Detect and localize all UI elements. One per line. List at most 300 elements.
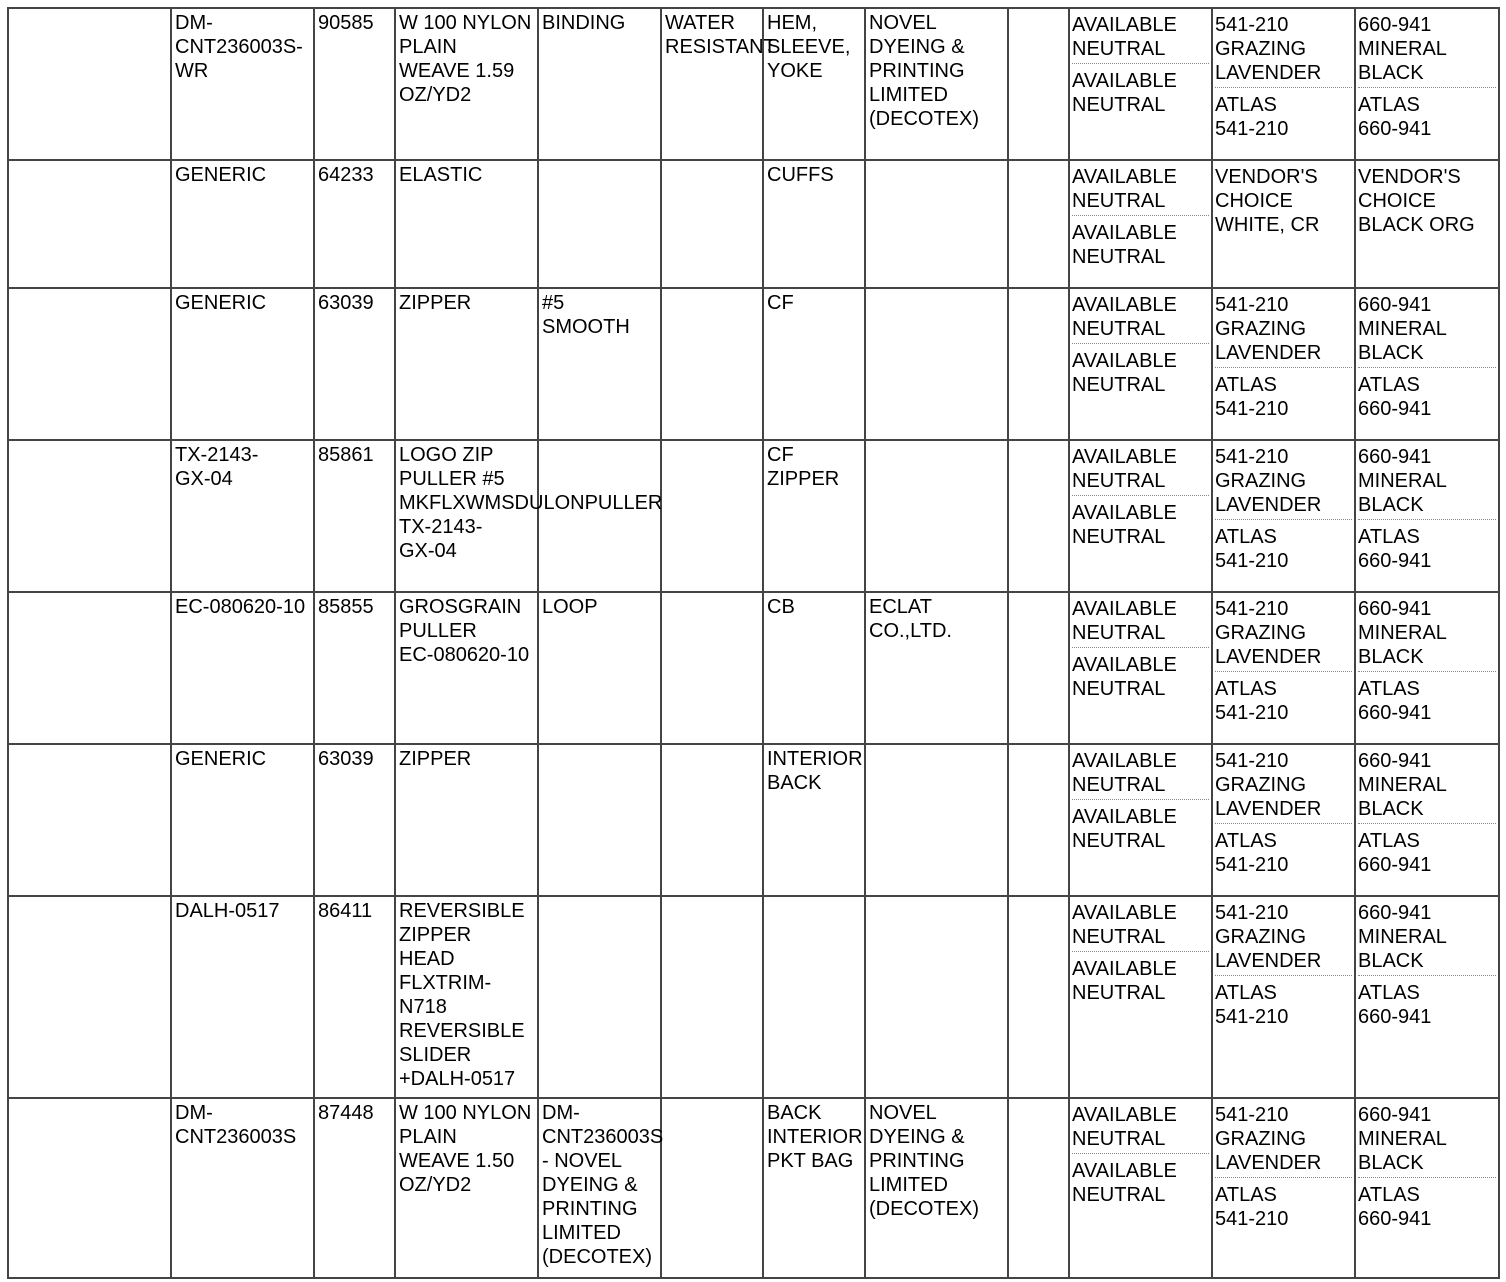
cell-text-line: 660-941 — [1358, 398, 1432, 420]
cell-text-line: GX-04 — [399, 540, 457, 562]
color-b-cell — [1355, 896, 1499, 1098]
code-cell — [314, 592, 395, 744]
cell-text-line: OZ/YD2 — [399, 1174, 472, 1196]
cell-text-line: GRAZING — [1215, 622, 1307, 644]
cell-text-line: AVAILABLE — [1072, 294, 1177, 316]
sub-entry — [1358, 519, 1496, 573]
cell-text-line: 541-210 — [1215, 750, 1289, 772]
cell-text-line: LAVENDER — [1215, 342, 1322, 364]
cell-text-line: NEUTRAL — [1072, 622, 1166, 644]
sub-entry — [1072, 747, 1209, 797]
cell-text-line: 660-941 — [1358, 1104, 1432, 1126]
cell-text-line: NEUTRAL — [1072, 94, 1166, 116]
cell-text-line: ATLAS — [1215, 1184, 1277, 1206]
empty-cell — [1008, 160, 1069, 288]
cell-text-line: FLXTRIM- — [399, 972, 492, 994]
cell-text-line: AVAILABLE — [1072, 446, 1177, 468]
table-row — [8, 160, 1499, 288]
cell-text-line: LAVENDER — [1215, 1152, 1322, 1174]
cell-text-line: 541-210 — [1215, 598, 1289, 620]
placement-cell — [763, 1098, 865, 1278]
cell-text-line: 660-941 — [1358, 446, 1432, 468]
placement-cell — [763, 8, 865, 160]
color-b-cell — [1355, 288, 1499, 440]
cell-text-line: ATLAS — [1215, 526, 1277, 548]
cell-text-line: 541-210 — [1215, 294, 1289, 316]
finish-cell — [661, 8, 776, 160]
sub-entry — [1215, 671, 1352, 725]
cell-text-line: INTERIOR — [767, 1126, 863, 1148]
cell-text-line: GRAZING — [1215, 1128, 1307, 1150]
type-cell — [538, 288, 661, 440]
empty-cell — [1008, 288, 1069, 440]
cell-text-line: LAVENDER — [1215, 798, 1322, 820]
sub-entry — [1215, 823, 1352, 877]
cell-text-line: CUFFS — [767, 164, 834, 186]
sub-entry — [1072, 595, 1209, 645]
cell-text-line: GENERIC — [175, 292, 267, 314]
cell-text-line: NEUTRAL — [1072, 1184, 1166, 1206]
cell-text-line: CNT236003S — [542, 1126, 664, 1148]
sub-entry — [1215, 163, 1352, 237]
cell-text-line: NEUTRAL — [1072, 830, 1166, 852]
cell-text-line: 660-941 — [1358, 750, 1432, 772]
sub-entry — [1072, 215, 1209, 269]
cell-text-line: ATLAS — [1215, 982, 1277, 1004]
finish-cell — [661, 440, 763, 592]
sub-entry — [1215, 1177, 1352, 1231]
cell-text-line: 660-941 — [1358, 1208, 1432, 1230]
empty-cell — [1008, 896, 1069, 1098]
cell-text-line: NOVEL — [869, 12, 937, 34]
color-a-cell — [1212, 160, 1355, 288]
color-b-cell — [1355, 1098, 1499, 1278]
availability-cell — [1069, 592, 1212, 744]
sub-entry — [1358, 367, 1496, 421]
cell-text-line: TX-2143- — [175, 444, 259, 466]
cell-text-line: 660-941 — [1358, 854, 1432, 876]
vendor-ref-cell — [171, 744, 314, 896]
cell-text-line: ZIPPER — [399, 748, 472, 770]
cell-text-line: NEUTRAL — [1072, 470, 1166, 492]
table-row — [8, 592, 1499, 744]
cell-text-line: 541-210 — [1215, 1104, 1289, 1126]
cell-text-line: PRINTING — [869, 60, 965, 82]
cell-text-line: DM- — [175, 1102, 213, 1124]
cell-text-line: NEUTRAL — [1072, 374, 1166, 396]
cell-text-line: NEUTRAL — [1072, 926, 1166, 948]
description-cell — [395, 160, 538, 288]
sub-entry — [1072, 495, 1209, 549]
cell-text-line: ZIPPER — [399, 924, 472, 946]
color-b-cell — [1355, 744, 1499, 896]
cell-text-line: MINERAL — [1358, 774, 1447, 796]
cell-text-line: GRAZING — [1215, 318, 1307, 340]
cell-text-line: ATLAS — [1358, 982, 1420, 1004]
cell-text-line: DM- — [542, 1102, 580, 1124]
cell-text-line: BLACK — [1358, 646, 1424, 668]
empty-cell — [1008, 744, 1069, 896]
empty-cell — [1008, 440, 1069, 592]
sub-entry — [1072, 1101, 1209, 1151]
cell-text-line: SMOOTH — [542, 316, 630, 338]
supplier-cell — [865, 592, 1008, 744]
cell-text-line: CHOICE — [1215, 190, 1293, 212]
cell-text-line: CHOICE — [1358, 190, 1436, 212]
blank-cell — [8, 1098, 171, 1278]
supplier-cell — [865, 896, 1008, 1098]
color-a-cell — [1212, 8, 1355, 160]
supplier-cell — [865, 1098, 1008, 1278]
table-row — [8, 440, 1499, 592]
sub-entry — [1072, 647, 1209, 701]
cell-text-line: 63039 — [318, 292, 374, 314]
cell-text-line: AVAILABLE — [1072, 958, 1177, 980]
cell-text-line: AVAILABLE — [1072, 1160, 1177, 1182]
sub-entry — [1358, 1177, 1496, 1231]
cell-text-line: W 100 NYLON — [399, 1102, 532, 1124]
cell-text-line: LOGO ZIP — [399, 444, 494, 466]
finish-cell — [661, 744, 763, 896]
cell-text-line: GRAZING — [1215, 38, 1307, 60]
color-a-cell — [1212, 1098, 1355, 1278]
cell-text-line: BLACK — [1358, 494, 1424, 516]
availability-cell — [1069, 896, 1212, 1098]
sub-entry — [1215, 595, 1352, 669]
cell-text-line: WEAVE 1.50 — [399, 1150, 515, 1172]
cell-text-line: 660-941 — [1358, 902, 1432, 924]
code-cell — [314, 440, 395, 592]
cell-text-line: LIMITED — [869, 84, 948, 106]
blank-cell — [8, 896, 171, 1098]
cell-text-line: MINERAL — [1358, 470, 1447, 492]
table-row — [8, 288, 1499, 440]
supplier-cell — [865, 440, 1008, 592]
cell-text-line: N718 — [399, 996, 447, 1018]
vendor-ref-cell — [171, 440, 314, 592]
sub-entry — [1072, 63, 1209, 117]
supplier-cell — [865, 288, 1008, 440]
cell-text-line: ATLAS — [1358, 94, 1420, 116]
cell-text-line: 660-941 — [1358, 118, 1432, 140]
cell-text-line: 85855 — [318, 596, 374, 618]
cell-text-line: AVAILABLE — [1072, 750, 1177, 772]
sub-entry — [1072, 443, 1209, 493]
vendor-ref-cell — [171, 160, 314, 288]
cell-text-line: GX-04 — [175, 468, 233, 490]
cell-text-line: AVAILABLE — [1072, 70, 1177, 92]
cell-text-line: BLACK — [1358, 342, 1424, 364]
cell-text-line: AVAILABLE — [1072, 902, 1177, 924]
cell-text-line: CF — [767, 292, 794, 314]
availability-cell — [1069, 744, 1212, 896]
cell-text-line: GRAZING — [1215, 774, 1307, 796]
sub-entry — [1215, 11, 1352, 85]
cell-text-line: WR — [175, 60, 209, 82]
cell-text-line: #5 — [542, 292, 565, 314]
trims-table — [7, 7, 1500, 1279]
color-b-cell — [1355, 8, 1499, 160]
cell-text-line: ATLAS — [1358, 1184, 1420, 1206]
supplier-cell — [865, 8, 1008, 160]
code-cell — [314, 896, 395, 1098]
cell-text-line: NEUTRAL — [1072, 526, 1166, 548]
cell-text-line: 660-941 — [1358, 598, 1432, 620]
cell-text-line: ATLAS — [1358, 678, 1420, 700]
cell-text-line: BLACK — [1358, 950, 1424, 972]
cell-text-line: 660-941 — [1358, 702, 1432, 724]
blank-cell — [8, 288, 171, 440]
availability-cell — [1069, 1098, 1212, 1278]
sub-entry — [1358, 595, 1496, 669]
sub-entry — [1215, 747, 1352, 821]
sub-entry — [1358, 899, 1496, 973]
finish-cell — [661, 592, 763, 744]
cell-text-line: ATLAS — [1215, 374, 1277, 396]
cell-text-line: 541-210 — [1215, 854, 1289, 876]
cell-text-line: 541-210 — [1215, 118, 1289, 140]
vendor-ref-cell — [171, 8, 314, 160]
cell-text-line: +DALH-0517 — [399, 1068, 516, 1090]
color-a-cell — [1212, 744, 1355, 896]
supplier-cell — [865, 160, 1008, 288]
cell-text-line: LAVENDER — [1215, 494, 1322, 516]
code-cell — [314, 160, 395, 288]
cell-text-line: LAVENDER — [1215, 62, 1322, 84]
cell-text-line: INTERIOR — [767, 748, 863, 770]
empty-cell — [1008, 592, 1069, 744]
cell-text-line: CB — [767, 596, 795, 618]
code-cell — [314, 8, 395, 160]
cell-text-line: BLACK — [1358, 62, 1424, 84]
cell-text-line: ATLAS — [1358, 830, 1420, 852]
availability-cell — [1069, 440, 1212, 592]
cell-text-line: DYEING & — [869, 36, 965, 58]
cell-text-line: REVERSIBLE — [399, 900, 525, 922]
cell-text-line: CNT236003S- — [175, 36, 303, 58]
cell-text-line: BACK — [767, 772, 822, 794]
cell-text-line: 87448 — [318, 1102, 374, 1124]
cell-text-line: WEAVE 1.59 — [399, 60, 515, 82]
cell-text-line: 541-210 — [1215, 550, 1289, 572]
type-cell — [538, 896, 661, 1098]
cell-text-line: 63039 — [318, 748, 374, 770]
cell-text-line: EC-080620-10 — [399, 644, 530, 666]
cell-text-line: AVAILABLE — [1072, 654, 1177, 676]
description-cell — [395, 592, 538, 744]
cell-text-line: MINERAL — [1358, 38, 1447, 60]
sub-entry — [1072, 951, 1209, 1005]
placement-cell — [763, 160, 865, 288]
cell-text-line: BLACK ORG — [1358, 214, 1475, 236]
blank-cell — [8, 8, 171, 160]
cell-text-line: NEUTRAL — [1072, 1128, 1166, 1150]
cell-text-line: W 100 NYLON — [399, 12, 532, 34]
sub-entry — [1215, 1101, 1352, 1175]
cell-text-line: NEUTRAL — [1072, 246, 1166, 268]
cell-text-line: ZIPPER — [399, 292, 472, 314]
color-b-cell — [1355, 592, 1499, 744]
finish-cell — [661, 160, 763, 288]
cell-text-line: ATLAS — [1358, 374, 1420, 396]
vendor-ref-cell — [171, 896, 314, 1098]
cell-text-line: REVERSIBLE — [399, 1020, 525, 1042]
cell-text-line: TX-2143- — [399, 516, 483, 538]
sub-entry — [1358, 975, 1496, 1029]
sub-entry — [1358, 671, 1496, 725]
sub-entry — [1215, 443, 1352, 517]
sub-entry — [1215, 519, 1352, 573]
cell-text-line: RESISTANT — [665, 36, 776, 58]
sub-entry — [1358, 1101, 1496, 1175]
sub-entry — [1072, 343, 1209, 397]
cell-text-line: BINDING — [542, 12, 626, 34]
sub-entry — [1072, 291, 1209, 341]
cell-text-line: ATLAS — [1358, 526, 1420, 548]
cell-text-line: AVAILABLE — [1072, 502, 1177, 524]
cell-text-line: VENDOR'S — [1358, 166, 1461, 188]
availability-cell — [1069, 288, 1212, 440]
cell-text-line: WHITE, CR — [1215, 214, 1320, 236]
type-cell — [538, 8, 661, 160]
cell-text-line: BLACK — [1358, 798, 1424, 820]
cell-text-line: AVAILABLE — [1072, 598, 1177, 620]
cell-text-line: ATLAS — [1215, 94, 1277, 116]
cell-text-line: NEUTRAL — [1072, 678, 1166, 700]
cell-text-line: NEUTRAL — [1072, 190, 1166, 212]
sub-entry — [1358, 163, 1496, 237]
cell-text-line: MINERAL — [1358, 318, 1447, 340]
type-cell — [538, 160, 661, 288]
vendor-ref-cell — [171, 1098, 314, 1278]
cell-text-line: DALH-0517 — [175, 900, 280, 922]
table-row — [8, 896, 1499, 1098]
cell-text-line: PLAIN — [399, 36, 457, 58]
availability-cell — [1069, 8, 1212, 160]
description-cell — [395, 8, 538, 160]
cell-text-line: MINERAL — [1358, 926, 1447, 948]
finish-cell — [661, 288, 763, 440]
table-body — [8, 8, 1499, 1278]
cell-text-line: DM- — [175, 12, 213, 34]
cell-text-line: ATLAS — [1215, 830, 1277, 852]
cell-text-line: MINERAL — [1358, 1128, 1447, 1150]
placement-cell — [763, 440, 865, 592]
availability-cell — [1069, 160, 1212, 288]
cell-text-line: 90585 — [318, 12, 374, 34]
color-a-cell — [1212, 288, 1355, 440]
cell-text-line: 541-210 — [1215, 14, 1289, 36]
vendor-ref-cell — [171, 592, 314, 744]
blank-cell — [8, 160, 171, 288]
blank-cell — [8, 592, 171, 744]
cell-text-line: 660-941 — [1358, 294, 1432, 316]
type-cell — [538, 440, 661, 592]
sub-entry — [1215, 291, 1352, 365]
cell-text-line: 660-941 — [1358, 1006, 1432, 1028]
code-cell — [314, 744, 395, 896]
sub-entry — [1358, 291, 1496, 365]
cell-text-line: GENERIC — [175, 164, 267, 186]
placement-cell — [763, 896, 865, 1098]
sub-entry — [1215, 367, 1352, 421]
table-row — [8, 1098, 1499, 1278]
finish-cell — [661, 1098, 763, 1278]
placement-cell — [763, 744, 865, 896]
type-cell — [538, 744, 661, 896]
cell-text-line: AVAILABLE — [1072, 1104, 1177, 1126]
cell-text-line: AVAILABLE — [1072, 166, 1177, 188]
cell-text-line: PRINTING — [869, 1150, 965, 1172]
cell-text-line: PRINTING — [542, 1198, 638, 1220]
type-cell — [538, 592, 661, 744]
cell-text-line: NEUTRAL — [1072, 982, 1166, 1004]
cell-text-line: 541-210 — [1215, 1208, 1289, 1230]
finish-cell — [661, 896, 763, 1098]
cell-text-line: MKFLXWMSDULONPULLER — [399, 492, 663, 514]
description-cell — [395, 744, 538, 896]
cell-text-line: EC-080620-10 — [175, 596, 306, 618]
description-cell — [395, 1098, 538, 1278]
cell-text-line: LOOP — [542, 596, 598, 618]
cell-text-line: 541-210 — [1215, 702, 1289, 724]
cell-text-line: VENDOR'S — [1215, 166, 1318, 188]
cell-text-line: WATER — [665, 12, 735, 34]
description-cell — [395, 896, 538, 1098]
cell-text-line: 541-210 — [1215, 1006, 1289, 1028]
cell-text-line: NOVEL — [869, 1102, 937, 1124]
sub-entry — [1072, 1153, 1209, 1207]
sub-entry — [1358, 443, 1496, 517]
cell-text-line: 85861 — [318, 444, 374, 466]
cell-text-line: NEUTRAL — [1072, 38, 1166, 60]
cell-text-line: 541-210 — [1215, 902, 1289, 924]
cell-text-line: LIMITED — [869, 1174, 948, 1196]
cell-text-line: AVAILABLE — [1072, 350, 1177, 372]
table-row — [8, 8, 1499, 160]
sub-entry — [1215, 899, 1352, 973]
cell-text-line: NEUTRAL — [1072, 318, 1166, 340]
cell-text-line: ECLAT — [869, 596, 932, 618]
code-cell — [314, 1098, 395, 1278]
placement-cell — [763, 592, 865, 744]
color-a-cell — [1212, 440, 1355, 592]
cell-text-line: - NOVEL — [542, 1150, 623, 1172]
cell-text-line: 660-941 — [1358, 14, 1432, 36]
cell-text-line: 541-210 — [1215, 398, 1289, 420]
cell-text-line: GRAZING — [1215, 926, 1307, 948]
cell-text-line: 64233 — [318, 164, 374, 186]
cell-text-line: HEM, — [767, 12, 817, 34]
cell-text-line: SLEEVE, — [767, 36, 851, 58]
cell-text-line: CF — [767, 444, 794, 466]
cell-text-line: YOKE — [767, 60, 823, 82]
cell-text-line: GENERIC — [175, 748, 267, 770]
placement-cell — [763, 288, 865, 440]
cell-text-line: ZIPPER — [767, 468, 840, 490]
color-b-cell — [1355, 440, 1499, 592]
vendor-ref-cell — [171, 288, 314, 440]
cell-text-line: AVAILABLE — [1072, 14, 1177, 36]
cell-text-line: DYEING & — [542, 1174, 638, 1196]
cell-text-line: HEAD — [399, 948, 455, 970]
cell-text-line: NEUTRAL — [1072, 774, 1166, 796]
supplier-cell — [865, 744, 1008, 896]
cell-text-line: 86411 — [318, 900, 373, 922]
sub-entry — [1215, 87, 1352, 141]
description-cell — [395, 288, 538, 440]
cell-text-line: LAVENDER — [1215, 646, 1322, 668]
